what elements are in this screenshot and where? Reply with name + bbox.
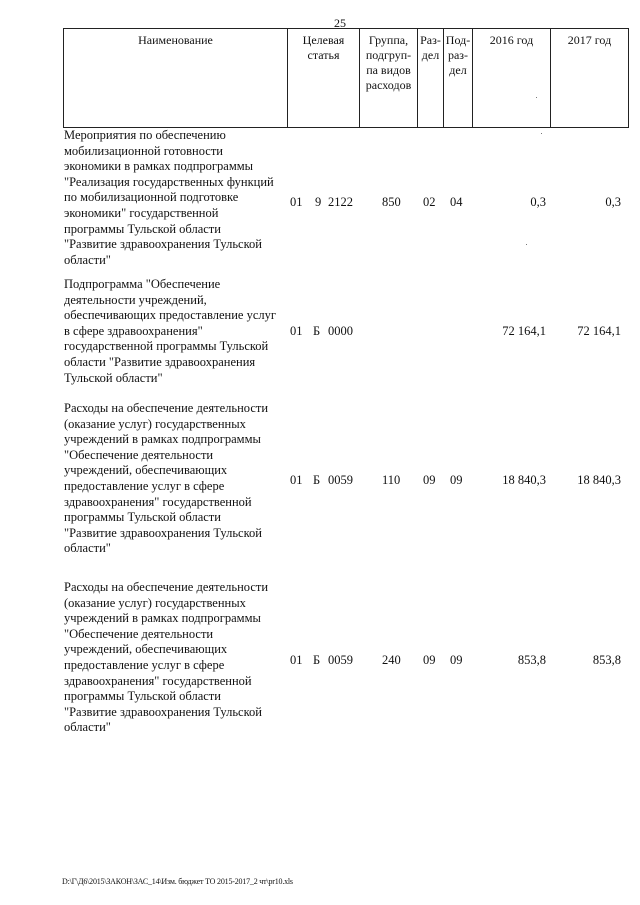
table-cell-2016: 0,3 xyxy=(530,195,546,209)
table-cell-subsection: 09 xyxy=(450,653,463,667)
table-cell-subsection: 04 xyxy=(450,195,463,209)
table-cell-2016: 853,8 xyxy=(517,653,546,667)
table-cell-code3: 0059 xyxy=(328,473,353,487)
page-number: 25 xyxy=(334,16,346,30)
header-year-2017: 2017 год xyxy=(567,33,612,47)
scan-speck xyxy=(541,133,542,134)
table-cell-subsection: 09 xyxy=(450,473,463,487)
header-subsection: Под- раз- дел xyxy=(444,29,473,127)
header-target-article: Целевая статья xyxy=(288,29,360,127)
table-cell-code3: 0000 xyxy=(328,324,353,338)
table-cell-group: 110 xyxy=(382,473,401,487)
table-cell-code2: Б xyxy=(313,324,321,338)
table-cell-code1: 01 xyxy=(290,473,303,487)
table-cell-2017: 853,8 xyxy=(592,653,621,667)
table-cell-code2: 9 xyxy=(315,195,322,209)
table-cell-2017: 18 840,3 xyxy=(577,473,621,487)
table-cell-group: 850 xyxy=(382,195,401,209)
table-header xyxy=(63,28,629,128)
table-cell-2017: 0,3 xyxy=(605,195,621,209)
table-cell-code1: 01 xyxy=(290,653,303,667)
table-cell-2016: 72 164,1 xyxy=(502,324,546,338)
table-cell-code3: 0059 xyxy=(328,653,353,667)
footer-file-path: D:\Г\Д6\2015\ЗАКОН\ЗАС_14\Изм. бюджет ТО 2015-2017_2 чт\pr10.xls xyxy=(62,877,293,886)
table-cell-code1: 01 xyxy=(290,324,303,338)
table-cell-code2: Б xyxy=(313,653,321,667)
header-year-2016: 2016 год xyxy=(473,29,551,127)
table-cell-code3: 2122 xyxy=(328,195,353,209)
table-cell-section: 09 xyxy=(423,473,436,487)
table-cell-code2: Б xyxy=(313,473,321,487)
header-name: Наименование xyxy=(64,29,288,127)
header-group: Группа, подгруп- па видов расходов xyxy=(360,29,418,127)
table-cell-group: 240 xyxy=(382,653,401,667)
scan-speck xyxy=(536,97,537,98)
scan-speck xyxy=(526,244,527,245)
table-row-name: Расходы на обеспечение деятельности (оказание услуг) государственных учреждений в рамках подпрограммы "Обеспечение деятельности учреждений, обеспечивающих предоставление услуг в сфере здравоохранения" государственной программы Тульской области "Развитие здравоохранения Тульской области" xyxy=(64,401,269,556)
table-cell-2017: 72 164,1 xyxy=(577,324,621,338)
table-row-name: Расходы на обеспечение деятельности (оказание услуг) государственных учреждений в рамках подпрограммы "Обеспечение деятельности учреждений, обеспечивающих предоставление услуг в сфере здравоохранения" государственной программы Тульской области "Развитие здравоохранения Тульской области" xyxy=(64,580,269,735)
table-cell-code1: 01 xyxy=(290,195,303,209)
table-row-name: Подпрограмма "Обеспечение деятельности учреждений, обеспечивающих предоставление услуг в сфере здравоохранения" государственной программы Тульской области "Развитие здравоохранения Тульской области" xyxy=(64,277,277,385)
table-cell-2016: 18 840,3 xyxy=(502,473,546,487)
table-cell-section: 02 xyxy=(423,195,436,209)
table-row-name: Мероприятия по обеспечению мобилизационной готовности экономики в рамках подпрограммы "Реализация государственных функций по мобилизационной подготовке экономики" государственной программы Тульской области "Развитие здравоохранения Тульской области" xyxy=(64,128,274,267)
header-section: Раз- дел xyxy=(418,29,444,127)
table-cell-section: 09 xyxy=(423,653,436,667)
